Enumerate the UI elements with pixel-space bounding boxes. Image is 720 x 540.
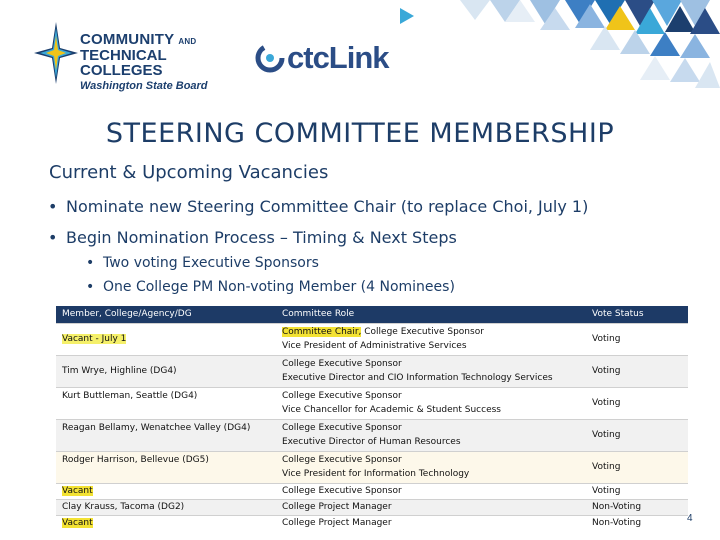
role-line-1: College Executive Sponsor bbox=[282, 391, 402, 401]
role-line-2: Executive Director of Human Resources bbox=[282, 437, 461, 447]
table-row bbox=[56, 355, 688, 387]
ctclink-swirl-icon bbox=[255, 40, 285, 76]
table-row bbox=[56, 451, 688, 483]
role-line-1: College Executive Sponsor bbox=[282, 359, 402, 369]
vote-cell: Voting bbox=[586, 323, 688, 355]
table-row bbox=[56, 387, 688, 419]
vote-cell: Non-Voting bbox=[586, 515, 688, 531]
table-header-row bbox=[56, 306, 688, 323]
table-row bbox=[56, 499, 688, 515]
member-cell: Kurt Buttleman, Seattle (DG4) bbox=[56, 387, 276, 419]
sub-bullet-item: • One College PM Non-voting Member (4 Nominees) bbox=[86, 279, 455, 295]
member-cell: Clay Krauss, Tacoma (DG2) bbox=[56, 499, 276, 515]
decorative-triangles bbox=[390, 0, 720, 100]
role-line-2: Vice President of Administrative Services bbox=[282, 341, 467, 351]
table-row bbox=[56, 323, 688, 355]
member-cell: Vacant - July 1 bbox=[62, 334, 127, 344]
ctclink-wordmark: ctcLink bbox=[287, 40, 389, 75]
vote-cell: Voting bbox=[586, 451, 688, 483]
role-line-2: Vice President for Information Technology bbox=[282, 469, 470, 479]
table-row bbox=[56, 419, 688, 451]
bullet-item: • Begin Nomination Process – Timing & Next Steps bbox=[48, 228, 457, 247]
member-cell: Vacant bbox=[62, 486, 93, 496]
vote-cell: Voting bbox=[586, 419, 688, 451]
vote-cell: Voting bbox=[586, 483, 688, 499]
member-cell: Rodger Harrison, Bellevue (DG5) bbox=[56, 451, 276, 483]
role-line-1: College Executive Sponsor bbox=[282, 423, 402, 433]
bullet-item: • Nominate new Steering Committee Chair (to replace Choi, July 1) bbox=[48, 197, 589, 216]
sub-bullet-item: • Two voting Executive Sponsors bbox=[86, 255, 319, 271]
member-cell: Reagan Bellamy, Wenatchee Valley (DG4) bbox=[56, 419, 276, 451]
member-cell: Vacant bbox=[62, 518, 93, 529]
table-row bbox=[56, 515, 688, 531]
role-cell: College Executive Sponsor bbox=[276, 483, 586, 499]
role-cell: College Project Manager bbox=[276, 515, 586, 531]
vote-cell: Non-Voting bbox=[586, 499, 688, 515]
table-row bbox=[56, 483, 688, 499]
page-number: 4 bbox=[687, 513, 693, 524]
column-header-role: Committee Role bbox=[276, 306, 586, 323]
sbctc-star-icon bbox=[34, 22, 78, 84]
column-header-member: Member, College/Agency/DG bbox=[56, 306, 276, 323]
vote-cell: Voting bbox=[586, 387, 688, 419]
ctclink-logo bbox=[255, 38, 405, 78]
slide-title: STEERING COMMITTEE MEMBERSHIP bbox=[105, 118, 615, 149]
member-cell: Tim Wrye, Highline (DG4) bbox=[56, 355, 276, 387]
slide-subheading: Current & Upcoming Vacancies bbox=[49, 162, 329, 183]
role-line-2: Executive Director and CIO Information Technology Services bbox=[282, 373, 553, 383]
vote-cell: Voting bbox=[586, 355, 688, 387]
role-line-1: College Executive Sponsor bbox=[282, 455, 402, 465]
role-line-2: Vice Chancellor for Academic & Student Success bbox=[282, 405, 501, 415]
role-line-1: Committee Chair, College Executive Sponsor bbox=[282, 327, 484, 337]
role-cell: College Project Manager bbox=[276, 499, 586, 515]
sbctc-logo bbox=[34, 20, 244, 92]
sbctc-wordmark: COMMUNITY AND TECHNICAL COLLEGES Washington State Board bbox=[80, 31, 208, 92]
membership-table bbox=[56, 306, 688, 531]
column-header-vote: Vote Status bbox=[586, 306, 688, 323]
